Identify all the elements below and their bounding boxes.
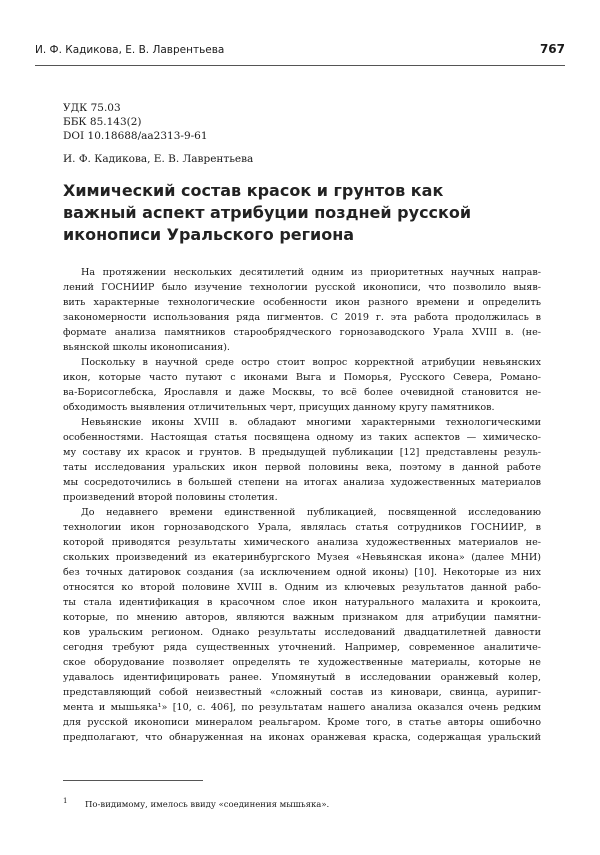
body-line: скольких произведений из екатеринбургского Музея «Невьянская икона» (далее МНИ) (63, 552, 541, 563)
article-title (63, 180, 541, 246)
footnote-divider (63, 780, 203, 781)
article-byline: И. Ф. Кадикова, Е. В. Лаврентьева (63, 153, 254, 165)
article-body (63, 265, 541, 745)
body-line: которой приводятся результаты химического анализа художественных материалов не- (63, 537, 541, 548)
header-divider (35, 65, 565, 66)
body-line: вьянской школы иконописания). (63, 342, 230, 353)
body-line: вить характерные технологические особенности икон разного времени и определить (63, 297, 541, 308)
body-line: произведений второй половины столетия. (63, 492, 278, 503)
body-line: Поскольку в научной среде остро стоит вопрос корректной атрибуции невьянских (81, 357, 541, 368)
body-line: ты стала идентификация в красочном слое икон натурального малахита и крокоита, (63, 597, 541, 608)
body-line: удавалось идентифицировать ранее. Упомянутый в исследовании оранжевый колер, (63, 672, 541, 683)
body-line: представляющий собой неизвестный «сложный состав из киновари, свинца, аурипиг- (63, 687, 541, 698)
body-line: мы сосредоточились в большей степени на итогах анализа художественных материалов (63, 477, 541, 488)
body-line: технологии икон горнозаводского Урала, являлась статья сотрудников ГОСНИИР, в (63, 522, 541, 533)
footnote-mark: 1 (63, 797, 68, 805)
body-line: без точных датировок создания (за исключением одной иконы) [10]. Некоторые из них (63, 567, 541, 578)
body-line: предполагают, что обнаруженная на иконах оранжевая краска, содержащая уральский (63, 732, 541, 743)
body-line: На протяжении нескольких десятилетий одним из приоритетных научных направ- (81, 267, 541, 278)
body-line: обходимость выявления отличительных черт, присущих данному кругу памятников. (63, 402, 495, 413)
body-line: ва-Борисоглебска, Ярославля и даже Москвы, то всё более очевидной становится не- (63, 387, 541, 398)
body-line: относятся ко второй половине XVIII в. Одним из ключевых результатов данной рабо- (63, 582, 541, 593)
body-line: му составу их красок и грунтов. В предыдущей публикации [12] представлены резуль- (63, 447, 541, 458)
body-line: ское оборудование позволяет определять те художественные материалы, которые не (63, 657, 541, 668)
body-line: закономерности использования ряда пигментов. С 2019 г. эта работа продолжилась в (63, 312, 541, 323)
udk-code: УДК 75.03 (63, 102, 121, 114)
body-line: ков уральским регионом. Однако результаты исследований двадцатилетней давности (63, 627, 541, 638)
bbk-code: ББК 85.143(2) (63, 116, 142, 128)
body-line: которые, по мнению авторов, являются важным признаком для атрибуции памятни- (63, 612, 541, 623)
title-line: Химический состав красок и грунтов как (63, 181, 444, 200)
page-number: 767 (539, 42, 565, 56)
body-line: Невьянские иконы XVIII в. обладают многими характерными технологическими (81, 417, 541, 428)
body-line: До недавнего времени единственной публикацией, посвященной исследованию (81, 507, 541, 518)
body-line: таты исследования уральских икон первой половины века, поэтому в данной работе (63, 462, 541, 473)
body-line: мента и мышьяка¹» [10, с. 406], по результатам нашего анализа оказался очень редким (63, 702, 541, 713)
footnote (63, 795, 329, 811)
title-line: важный аспект атрибуции поздней русской (63, 203, 472, 222)
body-line: сегодня требуют ряда существенных уточнений. Например, современное аналитиче- (63, 642, 541, 653)
article-metadata (63, 101, 208, 143)
header-authors: И. Ф. Кадикова, Е. В. Лаврентьева (35, 44, 225, 56)
footnote-text: По-видимому, имелось ввиду «соединения мышьяка». (85, 799, 330, 810)
body-line: икон, которые часто путают с иконами Выга и Поморья, Русского Севера, Романо- (63, 372, 541, 383)
running-header (35, 40, 565, 60)
title-line: иконописи Уральского региона (63, 225, 355, 244)
body-line: лений ГОСНИИР было изучение технологии русской иконописи, что позволило выяв- (63, 282, 541, 293)
doi: DOI 10.18688/aa2313-9-61 (63, 130, 208, 142)
body-line: особенностями. Настоящая статья посвящена одному из таких аспектов — химическо- (63, 432, 541, 443)
body-line: для русской иконописи минералом реальгаром. Кроме того, в статье авторы ошибочно (63, 717, 541, 728)
body-line: формате анализа памятников старообрядческого горнозаводского Урала XVIII в. (не- (63, 327, 541, 338)
